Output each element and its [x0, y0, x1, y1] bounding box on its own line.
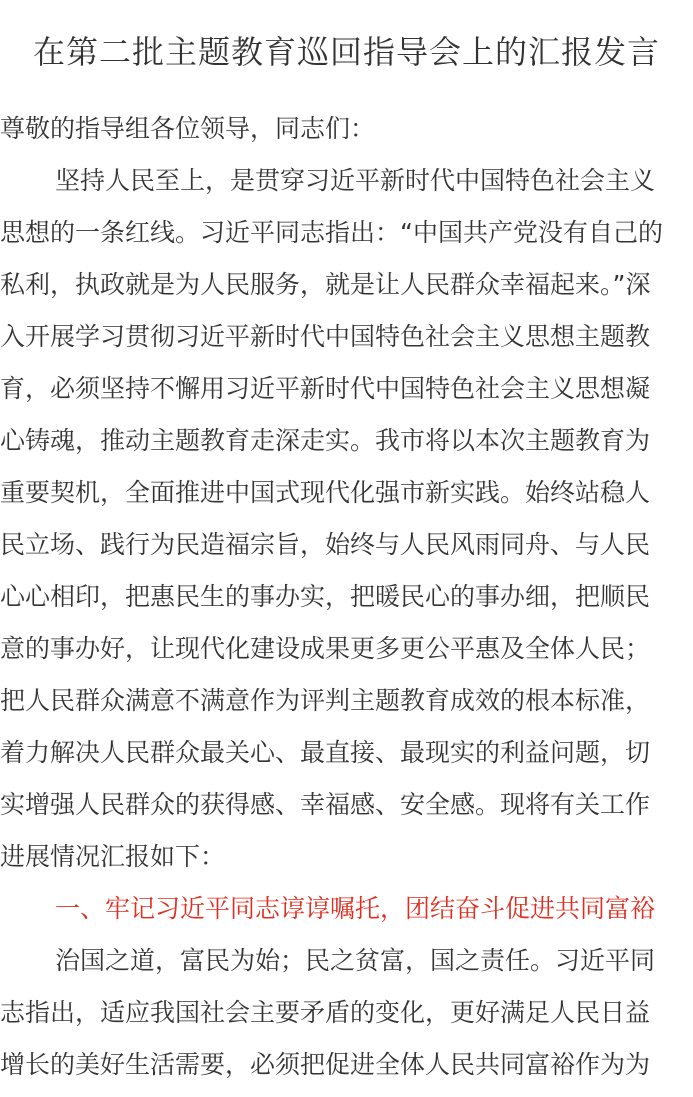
- paragraph-line: 治国之道，富民为始；民之贫富，国之责任。习近平同: [55, 946, 656, 975]
- paragraph-line: 把人民群众满意不满意作为评判主题教育成效的根本标准，: [0, 686, 651, 715]
- salutation: 尊敬的指导组各位领导，同志们：: [0, 114, 376, 143]
- paragraph-line: 私利，执政就是为人民服务，就是让人民群众幸福起来。”深: [0, 270, 651, 299]
- document-title: 在第二批主题教育巡回指导会上的汇报发言: [32, 33, 660, 71]
- paragraph-line: 志指出，适应我国社会主要矛盾的变化，更好满足人民日益: [0, 998, 651, 1027]
- paragraph-line: 民立场、践行为民造福宗旨，始终与人民风雨同舟、与人民: [0, 530, 651, 559]
- paragraph-line: 重要契机，全面推进中国式现代化强市新实践。始终站稳人: [0, 478, 651, 507]
- paragraph-line: 心铸魂，推动主题教育走深走实。我市将以本次主题教育为: [0, 426, 651, 455]
- paragraph-line: 增长的美好生活需要，必须把促进全体人民共同富裕作为为: [0, 1050, 651, 1079]
- paragraph-line: 意的事办好，让现代化建设成果更多更公平惠及全体人民；: [0, 634, 651, 663]
- paragraph-line: 育，必须坚持不懈用习近平新时代中国特色社会主义思想凝: [0, 374, 651, 403]
- paragraph-line: 思想的一条红线。习近平同志指出：“中国共产党没有自己的: [0, 218, 663, 247]
- document-body: [0, 103, 693, 1091]
- paragraph-line: 坚持人民至上，是贯穿习近平新时代中国特色社会主义: [55, 166, 656, 195]
- paragraph-line: 着力解决人民群众最关心、最直接、最现实的利益问题，切: [0, 738, 651, 767]
- paragraph-line: 心心相印，把惠民生的事办实，把暖民心的事办细，把顺民: [0, 582, 651, 611]
- section-heading: 一、牢记习近平同志谆谆嘱托，团结奋斗促进共同富裕: [55, 894, 656, 923]
- paragraph-line: 入开展学习贯彻习近平新时代中国特色社会主义思想主题教: [0, 322, 651, 351]
- paragraph-line: 实增强人民群众的获得感、幸福感、安全感。现将有关工作: [0, 790, 651, 819]
- paragraph-line: 进展情况汇报如下：: [0, 842, 226, 871]
